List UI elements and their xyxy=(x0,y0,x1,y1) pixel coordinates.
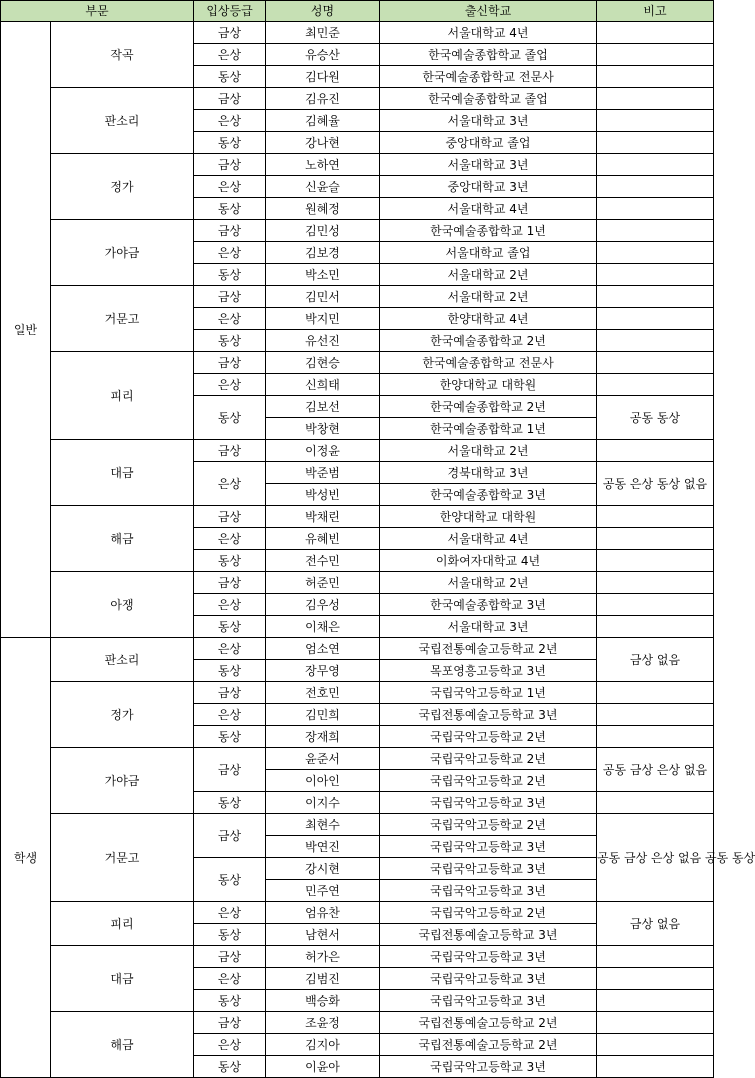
name-cell: 신윤슬 xyxy=(266,176,380,198)
category-label: 대금 xyxy=(51,440,194,506)
name-cell: 조윤정 xyxy=(266,1012,380,1034)
name-cell: 김보선 xyxy=(266,396,380,418)
rank-cell: 은상 xyxy=(194,1034,266,1056)
note-cell-empty xyxy=(597,88,714,110)
table-row xyxy=(1,440,714,462)
name-cell: 유선진 xyxy=(266,330,380,352)
category-label: 거문고 xyxy=(51,814,194,902)
school-cell: 국립국악고등학교 2년 xyxy=(380,726,597,748)
table-row xyxy=(1,154,714,176)
school-cell: 한국예술종합학교 전문사 xyxy=(380,352,597,374)
rank-cell: 금상 xyxy=(194,506,266,528)
school-cell: 국립국악고등학교 3년 xyxy=(380,1056,597,1078)
rank-cell: 은상 xyxy=(194,110,266,132)
header-name: 성명 xyxy=(266,1,380,22)
name-cell: 장무영 xyxy=(266,660,380,682)
rank-cell: 은상 xyxy=(194,704,266,726)
rank-cell: 동상 xyxy=(194,396,266,440)
rank-cell: 금상 xyxy=(194,352,266,374)
table-row xyxy=(1,682,714,704)
note-cell-empty xyxy=(597,682,714,704)
group-label: 일반 xyxy=(1,22,51,638)
note-cell-empty xyxy=(597,946,714,968)
table-row xyxy=(1,88,714,110)
school-cell: 한국예술종합학교 3년 xyxy=(380,484,597,506)
note-cell-empty xyxy=(597,242,714,264)
note-cell: 금상 없음 xyxy=(597,902,714,946)
note-cell-empty xyxy=(597,308,714,330)
school-cell: 중앙대학교 3년 xyxy=(380,176,597,198)
name-cell: 최현수 xyxy=(266,814,380,836)
school-cell: 경북대학교 3년 xyxy=(380,462,597,484)
name-cell: 엄유찬 xyxy=(266,902,380,924)
school-cell: 한국예술종합학교 1년 xyxy=(380,220,597,242)
name-cell: 엄소연 xyxy=(266,638,380,660)
school-cell: 국립전통예술고등학교 2년 xyxy=(380,1012,597,1034)
rank-cell: 금상 xyxy=(194,22,266,44)
school-cell: 국립국악고등학교 3년 xyxy=(380,836,597,858)
school-cell: 서울대학교 4년 xyxy=(380,528,597,550)
school-cell: 중앙대학교 졸업 xyxy=(380,132,597,154)
note-cell-empty xyxy=(597,1056,714,1078)
note-cell-empty xyxy=(597,704,714,726)
rank-cell: 동상 xyxy=(194,792,266,814)
name-cell: 허준민 xyxy=(266,572,380,594)
name-cell: 박지민 xyxy=(266,308,380,330)
rank-cell: 동상 xyxy=(194,264,266,286)
table-row xyxy=(1,748,714,770)
school-cell: 서울대학교 졸업 xyxy=(380,242,597,264)
rank-cell: 동상 xyxy=(194,330,266,352)
note-cell-empty xyxy=(597,506,714,528)
note-cell-empty xyxy=(597,726,714,748)
name-cell: 김민성 xyxy=(266,220,380,242)
note-cell-empty xyxy=(597,550,714,572)
table-header xyxy=(1,1,714,22)
note-cell-empty xyxy=(597,66,714,88)
name-cell: 신희태 xyxy=(266,374,380,396)
name-cell: 김현승 xyxy=(266,352,380,374)
name-cell: 김유진 xyxy=(266,88,380,110)
rank-cell: 동상 xyxy=(194,990,266,1012)
school-cell: 서울대학교 4년 xyxy=(380,198,597,220)
rank-cell: 금상 xyxy=(194,748,266,792)
rank-cell: 은상 xyxy=(194,902,266,924)
rank-cell: 동상 xyxy=(194,550,266,572)
school-cell: 서울대학교 2년 xyxy=(380,264,597,286)
table-row xyxy=(1,286,714,308)
header-school: 출신학교 xyxy=(380,1,597,22)
rank-cell: 동상 xyxy=(194,1056,266,1078)
name-cell: 백승화 xyxy=(266,990,380,1012)
note-cell-empty xyxy=(597,220,714,242)
name-cell: 김지아 xyxy=(266,1034,380,1056)
name-cell: 강나현 xyxy=(266,132,380,154)
name-cell: 김혜율 xyxy=(266,110,380,132)
school-cell: 국립전통예술고등학교 3년 xyxy=(380,704,597,726)
rank-cell: 은상 xyxy=(194,638,266,660)
category-label: 피리 xyxy=(51,352,194,440)
note-cell-empty xyxy=(597,22,714,44)
name-cell: 김범진 xyxy=(266,968,380,990)
school-cell: 한국예술종합학교 1년 xyxy=(380,418,597,440)
name-cell: 김보경 xyxy=(266,242,380,264)
table-row xyxy=(1,1012,714,1034)
note-cell-empty xyxy=(597,330,714,352)
header-row xyxy=(1,1,714,22)
name-cell: 남현서 xyxy=(266,924,380,946)
category-label: 판소리 xyxy=(51,638,194,682)
note-cell-empty xyxy=(597,110,714,132)
rank-cell: 동상 xyxy=(194,616,266,638)
rank-cell: 동상 xyxy=(194,660,266,682)
name-cell: 전수민 xyxy=(266,550,380,572)
name-cell: 원혜정 xyxy=(266,198,380,220)
school-cell: 국립국악고등학교 2년 xyxy=(380,748,597,770)
name-cell: 윤준서 xyxy=(266,748,380,770)
name-cell: 김다원 xyxy=(266,66,380,88)
name-cell: 박연진 xyxy=(266,836,380,858)
header-rank: 입상등급 xyxy=(194,1,266,22)
note-cell-empty xyxy=(597,352,714,374)
table-row xyxy=(1,902,714,924)
category-label: 피리 xyxy=(51,902,194,946)
group-label: 학생 xyxy=(1,638,51,1078)
rank-cell: 금상 xyxy=(194,440,266,462)
rank-cell: 금상 xyxy=(194,286,266,308)
school-cell: 서울대학교 3년 xyxy=(380,616,597,638)
note-cell-empty xyxy=(597,198,714,220)
school-cell: 한국예술종합학교 졸업 xyxy=(380,88,597,110)
rank-cell: 동상 xyxy=(194,198,266,220)
name-cell: 김우성 xyxy=(266,594,380,616)
note-cell-empty xyxy=(597,1034,714,1056)
school-cell: 국립전통예술고등학교 3년 xyxy=(380,924,597,946)
school-cell: 서울대학교 2년 xyxy=(380,286,597,308)
name-cell: 전호민 xyxy=(266,682,380,704)
note-cell-empty xyxy=(597,990,714,1012)
note-cell-empty xyxy=(597,132,714,154)
rank-cell: 금상 xyxy=(194,572,266,594)
note-cell-empty xyxy=(597,264,714,286)
table-row xyxy=(1,638,714,660)
category-label: 아쟁 xyxy=(51,572,194,638)
category-label: 판소리 xyxy=(51,88,194,154)
category-label: 대금 xyxy=(51,946,194,1012)
school-cell: 한국예술종합학교 3년 xyxy=(380,594,597,616)
name-cell: 이채은 xyxy=(266,616,380,638)
header-note: 비고 xyxy=(597,1,714,22)
rank-cell: 금상 xyxy=(194,814,266,858)
school-cell: 한양대학교 대학원 xyxy=(380,506,597,528)
name-cell: 박소민 xyxy=(266,264,380,286)
school-cell: 목포영흥고등학교 3년 xyxy=(380,660,597,682)
note-cell-empty xyxy=(597,594,714,616)
note-cell-empty xyxy=(597,440,714,462)
note-cell-empty xyxy=(597,374,714,396)
table-row xyxy=(1,814,714,836)
rank-cell: 금상 xyxy=(194,682,266,704)
note-cell-empty xyxy=(597,572,714,594)
name-cell: 강시현 xyxy=(266,858,380,880)
school-cell: 국립국악고등학교 3년 xyxy=(380,880,597,902)
rank-cell: 은상 xyxy=(194,462,266,506)
category-label: 거문고 xyxy=(51,286,194,352)
name-cell: 장재희 xyxy=(266,726,380,748)
rank-cell: 동상 xyxy=(194,858,266,902)
school-cell: 한국예술종합학교 2년 xyxy=(380,396,597,418)
note-cell-empty xyxy=(597,616,714,638)
note-cell-empty xyxy=(597,44,714,66)
category-label: 작곡 xyxy=(51,22,194,88)
note-cell-empty xyxy=(597,1012,714,1034)
note-cell-empty xyxy=(597,968,714,990)
rank-cell: 동상 xyxy=(194,924,266,946)
rank-cell: 동상 xyxy=(194,66,266,88)
category-label: 해금 xyxy=(51,506,194,572)
rank-cell: 금상 xyxy=(194,154,266,176)
school-cell: 국립국악고등학교 3년 xyxy=(380,946,597,968)
rank-cell: 은상 xyxy=(194,308,266,330)
table-row xyxy=(1,22,714,44)
school-cell: 한국예술종합학교 전문사 xyxy=(380,66,597,88)
rank-cell: 동상 xyxy=(194,726,266,748)
name-cell: 민주연 xyxy=(266,880,380,902)
table-body xyxy=(1,22,755,1078)
name-cell: 유혜빈 xyxy=(266,528,380,550)
note-cell-empty xyxy=(597,154,714,176)
school-cell: 서울대학교 3년 xyxy=(380,154,597,176)
name-cell: 박준범 xyxy=(266,462,380,484)
note-cell-empty xyxy=(597,528,714,550)
name-cell: 박성빈 xyxy=(266,484,380,506)
name-cell: 최민준 xyxy=(266,22,380,44)
school-cell: 이화여자대학교 4년 xyxy=(380,550,597,572)
school-cell: 국립국악고등학교 2년 xyxy=(380,902,597,924)
table-row xyxy=(1,506,714,528)
school-cell: 국립국악고등학교 3년 xyxy=(380,858,597,880)
rank-cell: 은상 xyxy=(194,528,266,550)
school-cell: 한양대학교 4년 xyxy=(380,308,597,330)
school-cell: 국립국악고등학교 3년 xyxy=(380,990,597,1012)
school-cell: 한국예술종합학교 졸업 xyxy=(380,44,597,66)
name-cell: 박채린 xyxy=(266,506,380,528)
note-cell-empty xyxy=(597,286,714,308)
name-cell: 유승산 xyxy=(266,44,380,66)
note-cell-empty xyxy=(597,792,714,814)
header-division: 부문 xyxy=(1,1,194,22)
name-cell: 김민서 xyxy=(266,286,380,308)
school-cell: 한양대학교 대학원 xyxy=(380,374,597,396)
rank-cell: 은상 xyxy=(194,594,266,616)
rank-cell: 동상 xyxy=(194,132,266,154)
school-cell: 국립국악고등학교 2년 xyxy=(380,770,597,792)
name-cell: 노하연 xyxy=(266,154,380,176)
rank-cell: 은상 xyxy=(194,374,266,396)
name-cell: 박창현 xyxy=(266,418,380,440)
category-label: 정가 xyxy=(51,154,194,220)
note-cell: 공동 은상 동상 없음 xyxy=(597,462,714,506)
name-cell: 이아인 xyxy=(266,770,380,792)
rank-cell: 은상 xyxy=(194,44,266,66)
school-cell: 국립전통예술고등학교 2년 xyxy=(380,1034,597,1056)
rank-cell: 은상 xyxy=(194,242,266,264)
name-cell: 허가은 xyxy=(266,946,380,968)
school-cell: 한국예술종합학교 2년 xyxy=(380,330,597,352)
category-label: 가야금 xyxy=(51,220,194,286)
school-cell: 서울대학교 2년 xyxy=(380,440,597,462)
name-cell: 이정윤 xyxy=(266,440,380,462)
note-cell: 금상 없음 xyxy=(597,638,714,682)
category-label: 해금 xyxy=(51,1012,194,1078)
rank-cell: 은상 xyxy=(194,176,266,198)
note-cell: 공동 동상 xyxy=(597,396,714,440)
school-cell: 서울대학교 2년 xyxy=(380,572,597,594)
rank-cell: 금상 xyxy=(194,946,266,968)
rank-cell: 금상 xyxy=(194,88,266,110)
school-cell: 국립국악고등학교 1년 xyxy=(380,682,597,704)
school-cell: 국립국악고등학교 2년 xyxy=(380,814,597,836)
rank-cell: 은상 xyxy=(194,968,266,990)
school-cell: 국립국악고등학교 3년 xyxy=(380,968,597,990)
note-cell: 공동 금상 은상 없음 공동 동상 xyxy=(597,814,714,902)
name-cell: 이윤아 xyxy=(266,1056,380,1078)
category-label: 가야금 xyxy=(51,748,194,814)
table-row xyxy=(1,220,714,242)
school-cell: 국립국악고등학교 3년 xyxy=(380,792,597,814)
school-cell: 국립전통예술고등학교 2년 xyxy=(380,638,597,660)
note-cell-empty xyxy=(597,176,714,198)
table-row xyxy=(1,946,714,968)
name-cell: 이지수 xyxy=(266,792,380,814)
rank-cell: 금상 xyxy=(194,1012,266,1034)
rank-cell: 금상 xyxy=(194,220,266,242)
table-row xyxy=(1,352,714,374)
school-cell: 서울대학교 4년 xyxy=(380,22,597,44)
table-row xyxy=(1,572,714,594)
category-label: 정가 xyxy=(51,682,194,748)
name-cell: 김민희 xyxy=(266,704,380,726)
school-cell: 서울대학교 3년 xyxy=(380,110,597,132)
note-cell: 공동 금상 은상 없음 xyxy=(597,748,714,792)
